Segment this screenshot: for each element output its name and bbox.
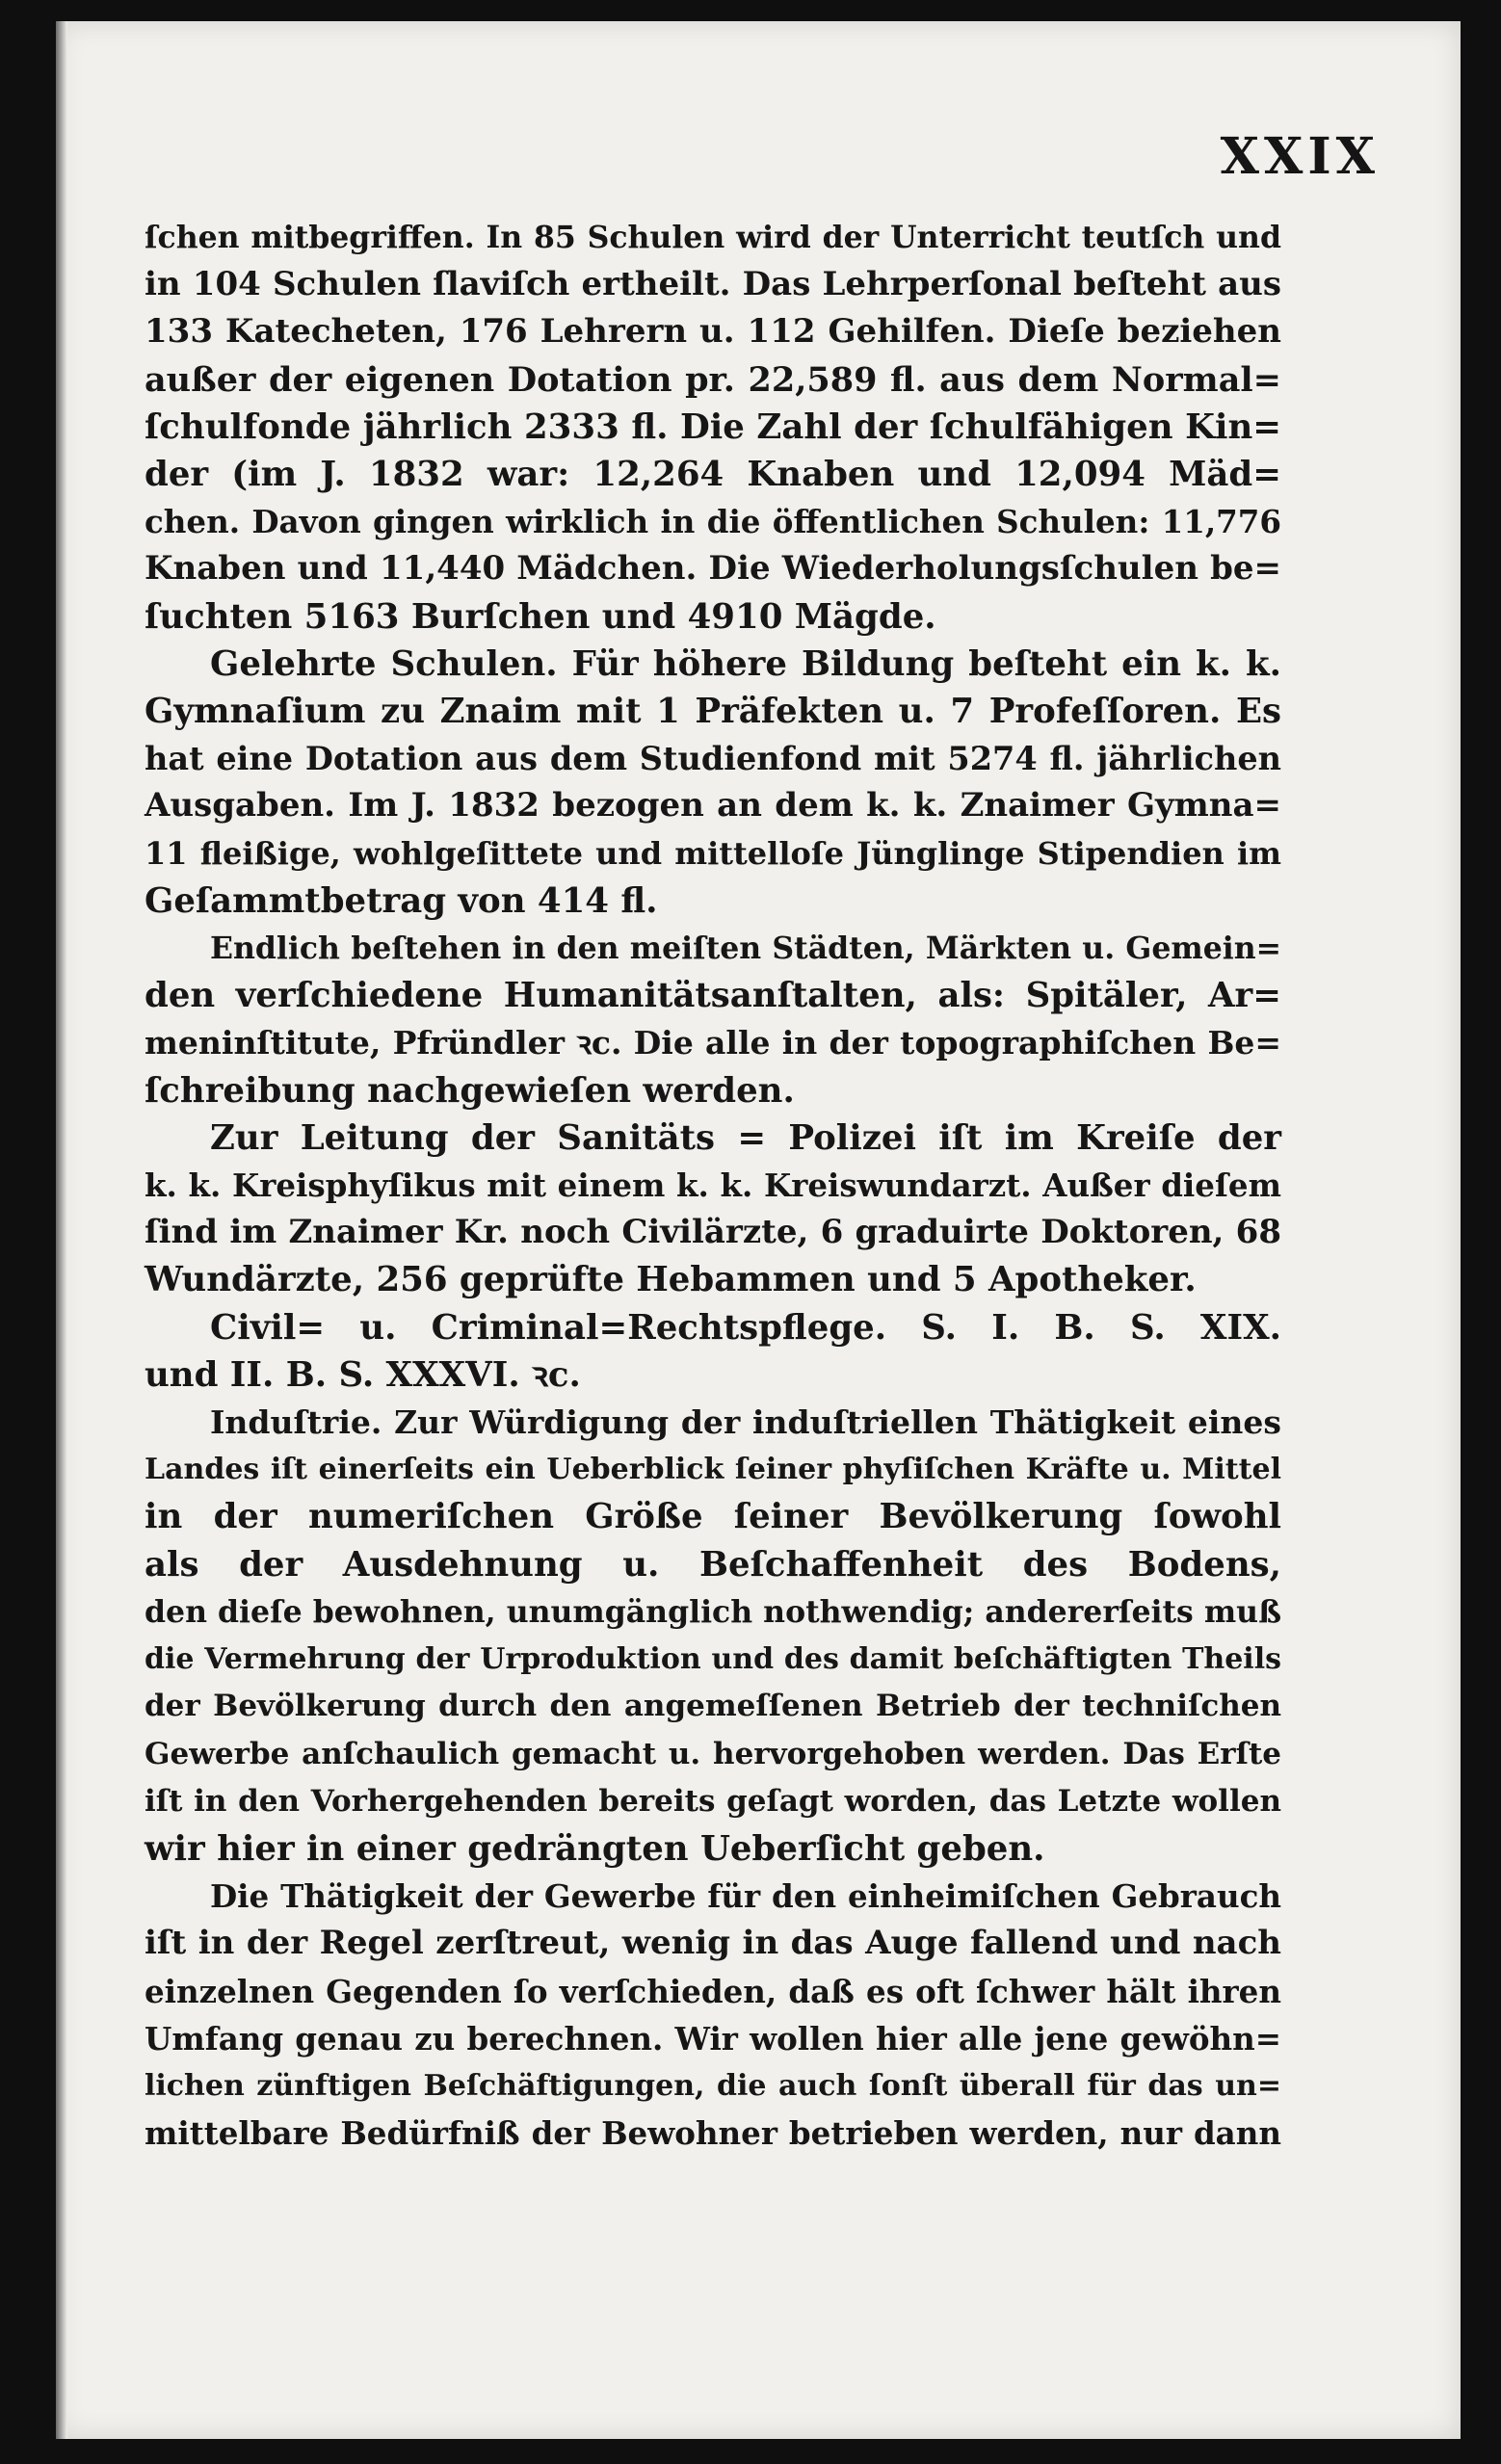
- text-line: der Bevölkerung durch den angemeſſenen Betrieb der techniſchen: [145, 1689, 1281, 1724]
- page-spine-shadow: [56, 21, 67, 2439]
- text-line: ſchulfonde jährlich 2333 fl. Die Zahl der ſchulfähigen Kin=: [145, 406, 1281, 447]
- text-line: lichen zünftigen Beſchäftigungen, die auch ſonſt überall für das un=: [145, 2068, 1281, 2103]
- text-line: Zur Leitung der Sanitäts = Polizei iſt im Kreiſe der: [210, 1117, 1281, 1158]
- text-line: iſt in der Regel zerſtreut, wenig in das Auge fallend und nach: [145, 1924, 1281, 1963]
- text-line: der (im J. 1832 war: 12,264 Knaben und 12,094 Mäd=: [145, 455, 1281, 495]
- page-number: XXIX: [1220, 127, 1380, 186]
- text-line: Knaben und 11,440 Mädchen. Die Wiederholungsſchulen be=: [145, 549, 1281, 589]
- paragraph-learned-schools: [145, 641, 1281, 925]
- text-line: iſt in den Vorhergehenden bereits geſagt worden, das Letzte wollen: [145, 1783, 1281, 1819]
- text-line: Landes iſt einerſeits ein Ueberblick ſeiner phyſiſchen Kräfte u. Mittel: [145, 1453, 1281, 1487]
- text-line: ſind im Znaimer Kr. noch Civilärzte, 6 graduirte Doktoren, 68: [145, 1213, 1281, 1252]
- text-line: Die Thätigkeit der Gewerbe für den einheimiſchen Gebrauch: [210, 1877, 1281, 1916]
- paragraph-industry: [145, 1399, 1281, 1873]
- text-line: als der Ausdehnung u. Beſchaffenheit des Bodens,: [145, 1544, 1281, 1585]
- text-line: den verſchiedene Humanitätsanſtalten, als: Spitäler, Ar=: [145, 976, 1281, 1016]
- text-line: Gelehrte Schulen. Für höhere Bildung beſteht ein k. k.: [210, 643, 1281, 684]
- text-line: k. k. Kreisphyſikus mit einem k. k. Kreiswundarzt. Außer dieſem: [145, 1166, 1281, 1205]
- text-line: und II. B. S. XXXVI. ꝛc.: [145, 1354, 581, 1395]
- text-line: ſchen mitbegriffen. In 85 Schulen wird der Unterricht teutſch und: [145, 220, 1281, 255]
- text-line: Endlich beſtehen in den meiſten Städten, Märkten u. Gemein=: [210, 931, 1281, 967]
- text-line: Umfang genau zu berechnen. Wir wollen hier alle jene gewöhn=: [145, 2019, 1281, 2058]
- paragraph-sanitation: [145, 1114, 1281, 1304]
- text-line: meninſtitute, Pfründler ꝛc. Die alle in der topographiſchen Be=: [145, 1024, 1281, 1062]
- text-line: in der numeriſchen Größe ſeiner Bevölkerung ſowohl: [145, 1497, 1281, 1537]
- text-line: hat eine Dotation aus dem Studienfond mit 5274 fl. jährlichen: [145, 740, 1281, 778]
- paragraph-justice: [145, 1304, 1281, 1399]
- text-line: Geſammtbetrag von 414 fl.: [145, 880, 658, 921]
- text-line: wir hier in einer gedrängten Ueberſicht geben.: [145, 1828, 1045, 1869]
- text-line: einzelnen Gegenden ſo verſchieden, daß es oft ſchwer hält ihren: [145, 1972, 1281, 2010]
- text-line: die Vermehrung der Urproduktion und des damit beſchäftigten Theils: [145, 1642, 1281, 1677]
- text-line: ſchreibung nachgewieſen werden.: [145, 1070, 795, 1111]
- text-line: chen. Davon gingen wirklich in die öffentlichen Schulen: 11,776: [145, 503, 1281, 541]
- text-line: Ausgaben. Im J. 1832 bezogen an dem k. k. Znaimer Gymna=: [145, 786, 1281, 826]
- text-line: mittelbare Bedürfniß der Bewohner betrieben werden, nur dann: [145, 2114, 1281, 2153]
- text-line: Gymnaſium zu Znaim mit 1 Präfekten u. 7 Profeſſoren. Es: [145, 692, 1281, 732]
- text-line: Wundärzte, 256 geprüfte Hebammen und 5 Apotheker.: [145, 1260, 1197, 1300]
- text-line: 11 fleißige, wohlgeſittete und mittelloſe Jünglinge Stipendien im: [145, 834, 1281, 872]
- text-line: in 104 Schulen ſlaviſch ertheilt. Das Lehrperſonal beſteht aus: [145, 265, 1281, 304]
- text-line: Civil= u. Criminal=Rechtspflege. S. I. B. S. XIX.: [210, 1307, 1281, 1348]
- paragraph-schools: [145, 214, 1281, 641]
- page-text: [145, 214, 1281, 2157]
- text-line: Induſtrie. Zur Würdigung der induſtriellen Thätigkeit eines: [210, 1403, 1281, 1442]
- paragraph-humanitarian: [145, 925, 1281, 1114]
- text-line: ſuchten 5163 Burſchen und 4910 Mägde.: [145, 596, 936, 637]
- text-line: Gewerbe anſchaulich gemacht u. hervorgehoben werden. Das Erſte: [145, 1736, 1281, 1771]
- text-line: 133 Katecheten, 176 Lehrern u. 112 Gehilfen. Dieſe beziehen: [145, 312, 1281, 352]
- text-line: außer der eigenen Dotation pr. 22,589 fl. aus dem Normal=: [145, 359, 1281, 400]
- paragraph-trades: [145, 1873, 1281, 2157]
- text-line: den dieſe bewohnen, unumgänglich nothwendig; andererſeits muß: [145, 1593, 1281, 1630]
